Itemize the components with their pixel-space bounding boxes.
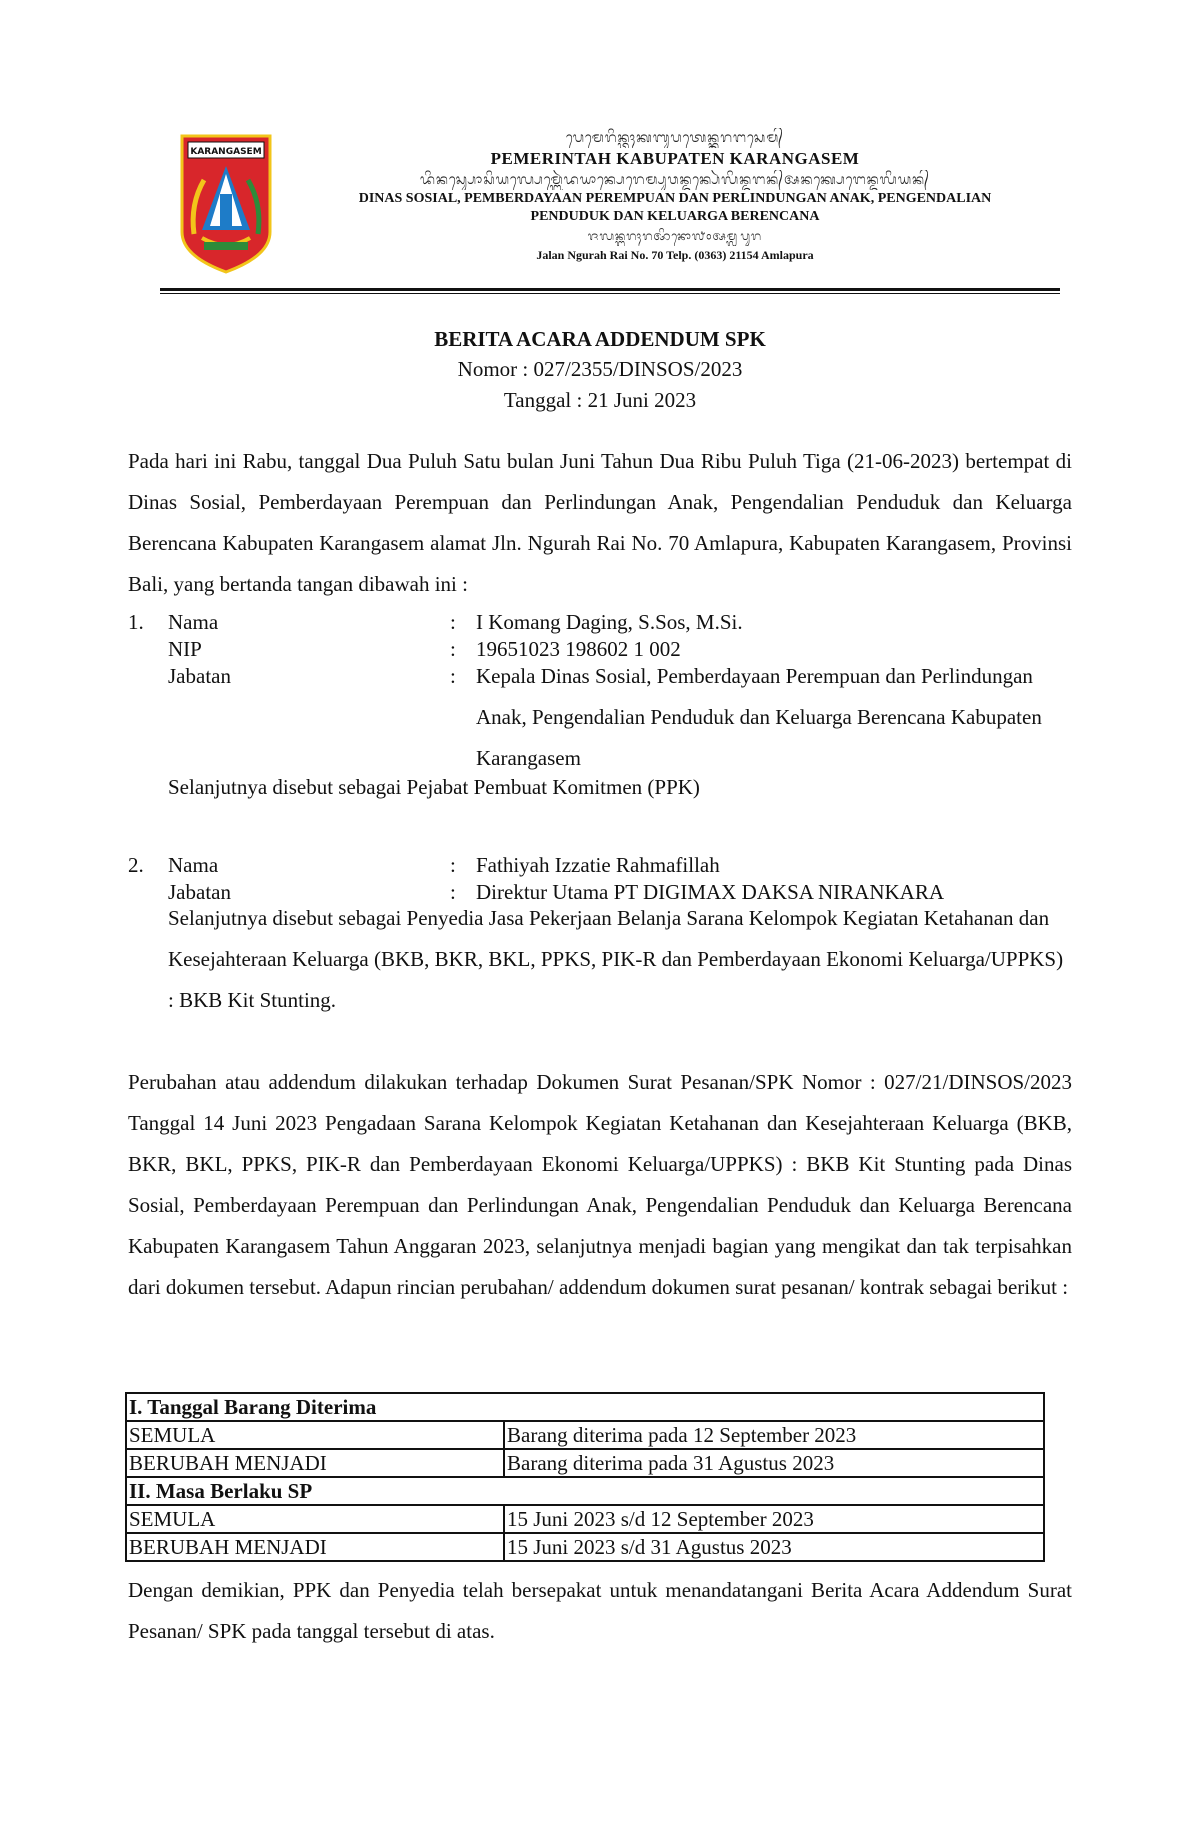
- table-cell-value: 15 Juni 2023 s/d 31 Agustus 2023: [504, 1533, 1044, 1561]
- table-cell-label: SEMULA: [126, 1421, 504, 1449]
- party1-name-value: I Komang Daging, S.Sos, M.Si.: [476, 610, 743, 634]
- table-cell-value: Barang diterima pada 31 Agustus 2023: [504, 1449, 1044, 1477]
- karangasem-emblem-icon: [180, 134, 272, 274]
- party2-number: 2.: [128, 853, 144, 877]
- table-cell-label: SEMULA: [126, 1505, 504, 1533]
- balinese-script-line: ᬤᬶᬦᬲ᭄ᬲᭀᬲᬶᬬᬮ᭄ᬧᬾᬫ᭄ᬩᬾᬃᬤᬬᬵᬦ᭄ᬧᬾᬭᬾᬫ᭄ᬧᬸᬯᬦ᭄ᬤᬦ᭄ᬧᬾᬃᬮᬶᬦ᭄ᬤᬸᬗᬦ᭄ᬅᬦᬓ᭄ᬧᬾᬗᬾᬦ᭄ᬤᬮᬶᬬᬦ᭄: [420, 172, 930, 188]
- party1-name-label: Nama: [168, 610, 219, 634]
- party1-nip-colon: :: [450, 637, 456, 661]
- logo-label: KARANGASEM: [190, 147, 262, 157]
- document-number: Nomor : 027/2355/DINSOS/2023: [457, 357, 743, 381]
- table-row: [126, 1505, 1044, 1533]
- party2-designation: Selanjutnya disebut sebagai Penyedia Jasa Pekerjaan Belanja Sarana Kelompok Kegiatan Ketahanan dan Kesejahteraan Keluarga (BKB, BKR, BKL, PPKS, PIK-R dan Pemberdayaan Ekonomi Keluarga/UPPKS) : BKB Kit Stunting.: [168, 906, 1064, 1012]
- party1-nip-value: 19651023 198602 1 002: [476, 637, 681, 661]
- table-cell-label: BERUBAH MENJADI: [126, 1533, 504, 1561]
- table-row: [126, 1533, 1044, 1561]
- document-title: BERITA ACARA ADDENDUM SPK: [434, 327, 766, 351]
- party2-name-colon: :: [450, 853, 456, 877]
- party2-position-value: Direktur Utama PT DIGIMAX DAKSA NIRANKARA: [476, 880, 944, 904]
- party2-position-colon: :: [450, 880, 456, 904]
- table-row: [126, 1449, 1044, 1477]
- letterhead-text: [290, 128, 1060, 264]
- office-address: Jalan Ngurah Rai No. 70 Telp. (0363) 21154 Amlapura: [536, 248, 814, 262]
- balinese-script-line: ᬚᬮᬦ᭄ᬗᬸᬭᬄᬭᬆᬶᬦᭀ᭗᭐ᬅᬫ᭄ᬮᬧᬸᬭ: [587, 229, 763, 243]
- intro-paragraph: Pada hari ini Rabu, tanggal Dua Puluh Satu bulan Juni Tahun Dua Ribu Puluh Tiga (21-06-2023) bertempat di Dinas Sosial, Pemberdayaan Perempuan dan Perlindungan Anak, Pengendalian Penduduk dan Keluarga Berencana Kabupaten Karangasem alamat Jln. Ngurah Rai No. 70 Amlapura, Kabupaten Karangasem, Provinsi Bali, yang bertanda tangan dibawah ini :: [128, 449, 1072, 596]
- table-cell-value: 15 Juni 2023 s/d 12 September 2023: [504, 1505, 1044, 1533]
- party1-position-value: Kepala Dinas Sosial, Pemberdayaan Perempuan dan Perlindungan Anak, Pengendalian Penduduk dan Keluarga Berencana Kabupaten Karangasem: [476, 664, 1042, 770]
- party1-designation: Selanjutnya disebut sebagai Pejabat Pembuat Komitmen (PPK): [168, 775, 700, 799]
- change-paragraph: Perubahan atau addendum dilakukan terhadap Dokumen Surat Pesanan/SPK Nomor : 027/21/DINSOS/2023 Tanggal 14 Juni 2023 Pengadaan Sarana Kelompok Kegiatan Ketahanan dan Kesejahteraan Keluarga (BKB, BKR, BKL, PPKS, PIK-R dan Pemberdayaan Ekonomi Keluarga/UPPKS) : BKB Kit Stunting pada Dinas Sosial, Pemberdayaan Perempuan dan Perlindungan Anak, Pengendalian Penduduk dan Keluarga Berencana Kabupaten Karangasem Tahun Anggaran 2023, selanjutnya menjadi bagian yang mengikat dan tak terpisahkan dari dokumen tersebut. Adapun rincian perubahan/ addendum dokumen surat pesanan/ kontrak sebagai berikut :: [128, 1070, 1072, 1299]
- table-cell-label: BERUBAH MENJADI: [126, 1449, 504, 1477]
- party2-name-value: Fathiyah Izzatie Rahmafillah: [476, 853, 720, 877]
- table-cell-value: Barang diterima pada 12 September 2023: [504, 1421, 1044, 1449]
- party2-position-label: Jabatan: [168, 880, 231, 904]
- party1-position-colon: :: [450, 664, 456, 688]
- balinese-script-line: ᬧᬾᬫᬾᬭᬶᬦ᭄ᬢᬄᬓᬩᬸᬧᬢᬾᬦ᭄ᬓᬭᬗᬲᬾᬫ᭄: [565, 130, 785, 146]
- party1-number: 1.: [128, 610, 144, 634]
- document-title-block: [0, 324, 1200, 416]
- section-title: I. Tanggal Barang Diterima: [126, 1393, 1044, 1421]
- table-row: [126, 1477, 1044, 1505]
- party2-name-label: Nama: [168, 853, 219, 877]
- party1-nip-label: NIP: [168, 637, 202, 661]
- party1-name-colon: :: [450, 610, 456, 634]
- amendment-table: [125, 1392, 1045, 1562]
- government-name: PEMERINTAH KABUPATEN KARANGASEM: [490, 149, 860, 168]
- department-name-line-2: PENDUDUK DAN KELUARGA BERENCANA: [530, 209, 820, 224]
- letterhead-rule-thin: [160, 293, 1060, 294]
- section-title: II. Masa Berlaku SP: [126, 1477, 1044, 1505]
- closing-paragraph: Dengan demikian, PPK dan Penyedia telah bersepakat untuk menandatangani Berita Acara Addendum Surat Pesanan/ SPK pada tanggal tersebut di atas.: [128, 1578, 1072, 1643]
- table-row: [126, 1393, 1044, 1421]
- party1-position-label: Jabatan: [168, 664, 231, 688]
- department-name-line-1: DINAS SOSIAL, PEMBERDAYAAN PEREMPUAN DAN PERLINDUNGAN ANAK, PENGENDALIAN: [358, 191, 992, 206]
- document-date: Tanggal : 21 Juni 2023: [503, 388, 697, 412]
- letterhead: [160, 128, 1060, 288]
- letterhead-rule-thick: [160, 288, 1060, 291]
- table-row: [126, 1421, 1044, 1449]
